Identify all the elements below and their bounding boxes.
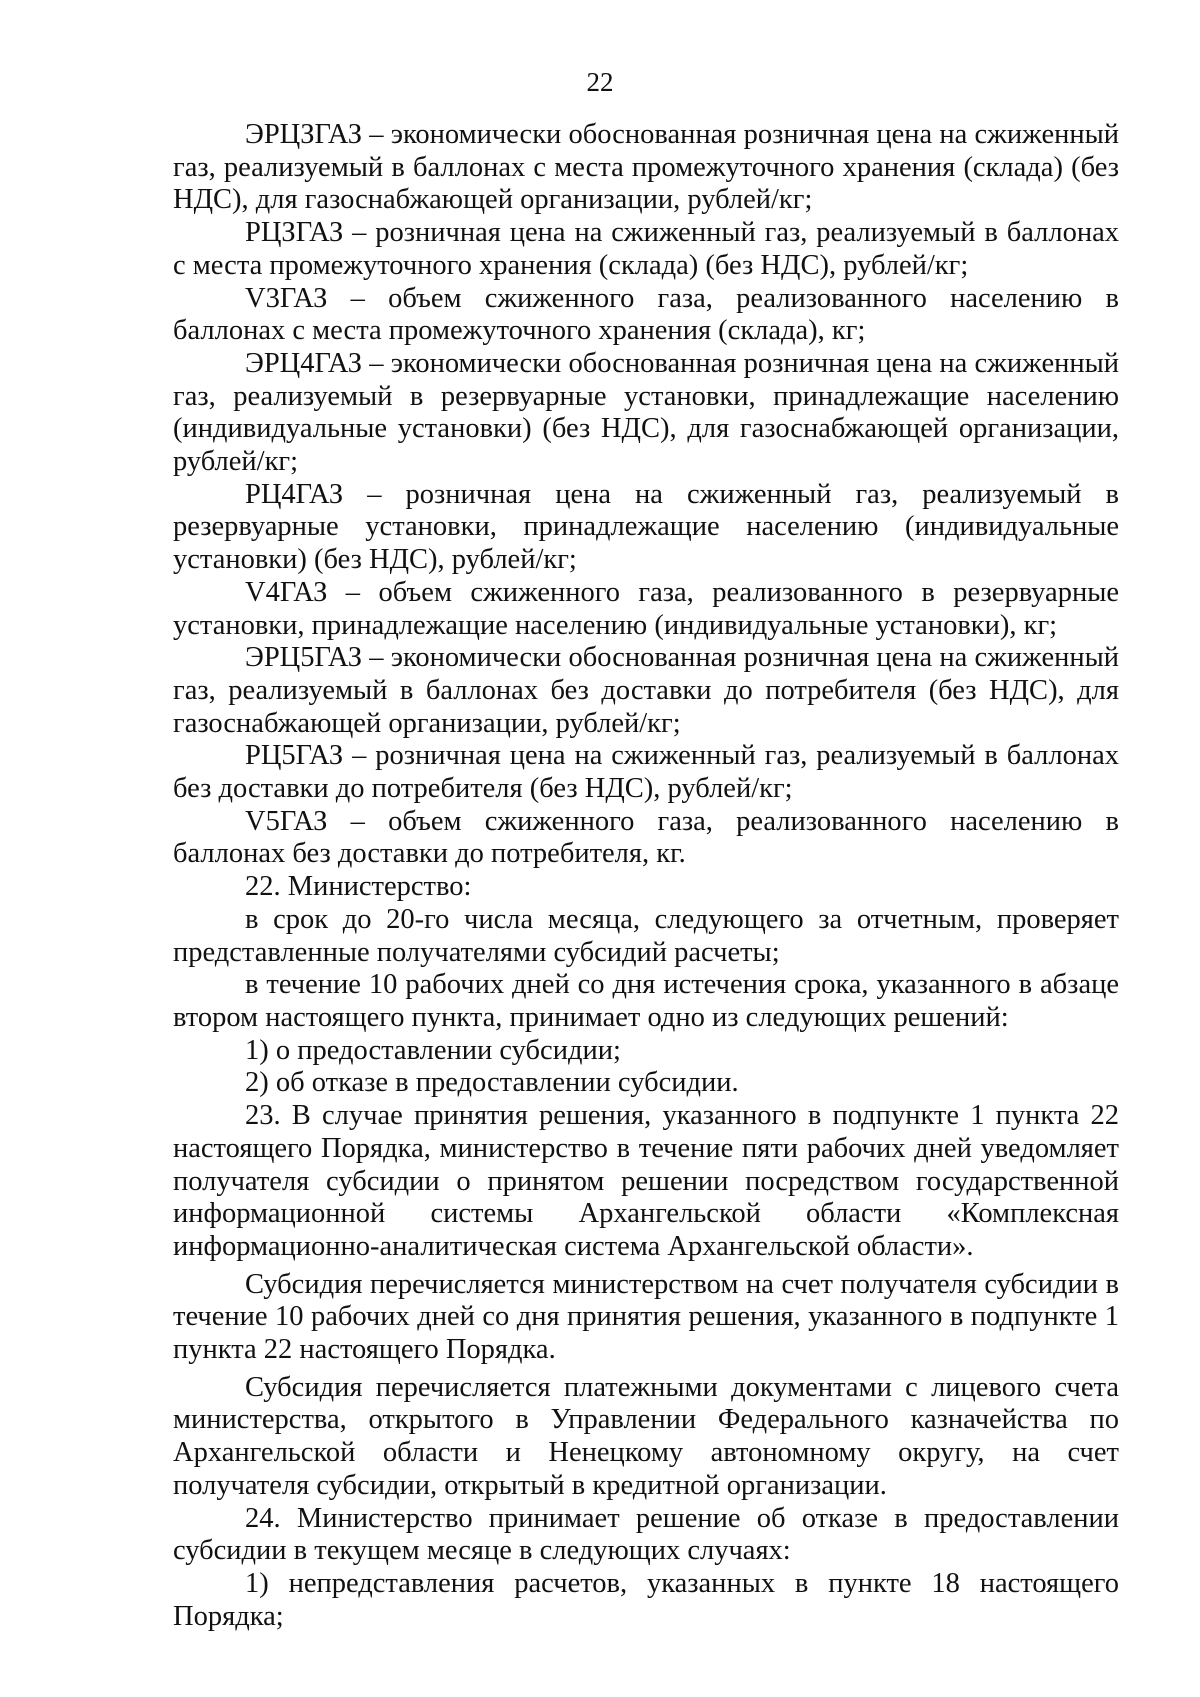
paragraph-clause-23-payment: Субсидия перечисляется платежными документами с лицевого счета министерства, открытого в Управлении Федерального казначейства по Архангельской области и Ненецкому автономному округу, на счет получателя субсидии, открытый в кредитной организации.	[173, 1371, 1119, 1501]
paragraph-clause-23-transfer: Субсидия перечисляется министерством на счет получателя субсидии в течение 10 рабочих дней со дня принятия решения, указанного в подпункте 1 пункта 22 настоящего Порядка.	[173, 1268, 1119, 1366]
paragraph-erc4gaz-definition: ЭРЦ4ГАЗ – экономически обоснованная розничная цена на сжиженный газ, реализуемый в резервуарные установки, принадлежащие населению (индивидуальные установки) (без НДС), для газоснабжающей организации, рублей/кг;	[173, 347, 1119, 478]
document-body	[173, 119, 1119, 1633]
paragraph-clause-22-option-1: 1) о предоставлении субсидии;	[245, 1034, 621, 1066]
paragraph-rc3gaz-definition: РЦЗГАЗ – розничная цена на сжиженный газ, реализуемый в баллонах с места промежуточного хранения (склада) (без НДС), рублей/кг;	[173, 217, 1119, 281]
paragraph-clause-22-option-2: 2) об отказе в предоставлении субсидии.	[245, 1067, 739, 1099]
paragraph-rc5gaz-definition: РЦ5ГАЗ – розничная цена на сжиженный газ, реализуемый в баллонах без доставки до потребителя (без НДС), рублей/кг;	[173, 740, 1119, 805]
paragraph-v4gaz-definition: V4ГАЗ – объем сжиженного газа, реализованного в резервуарные установки, принадлежащие населению (индивидуальные установки), кг;	[173, 576, 1119, 641]
paragraph-clause-23: 23. В случае принятия решения, указанного в подпункте 1 пункта 22 настоящего Порядка, министерство в течение пяти рабочих дней уведомляет получателя субсидии о принятом решении посредством государственной информационной системы Архангельской области «Комплексная информационно-аналитическая система Архангельской области».	[173, 1100, 1119, 1262]
paragraph-clause-24-item-1: 1) непредставления расчетов, указанных в пункте 18 настоящего Порядка;	[173, 1567, 1119, 1632]
paragraph-rc4gaz-definition: РЦ4ГАЗ – розничная цена на сжиженный газ, реализуемый в резервуарные установки, принадлежащие населению (индивидуальные установки) (без НДС), рублей/кг;	[173, 478, 1119, 576]
paragraph-clause-24: 24. Министерство принимает решение об отказе в предоставлении субсидии в текущем месяце в следующих случаях:	[173, 1502, 1119, 1567]
paragraph-clause-22-check: в срок до 20-го числа месяца, следующего за отчетным, проверяет представленные получателями субсидий расчеты;	[173, 903, 1119, 968]
paragraph-v5gaz-definition: V5ГАЗ – объем сжиженного газа, реализованного населению в баллонах без доставки до потребителя, кг.	[173, 805, 1119, 870]
paragraph-v3gaz-definition: V3ГАЗ – объем сжиженного газа, реализованного населению в баллонах с места промежуточного хранения (склада), кг;	[173, 282, 1119, 347]
paragraph-clause-22-decision: в течение 10 рабочих дней со дня истечения срока, указанного в абзаце втором настоящего пункта, принимает одно из следующих решений:	[173, 969, 1119, 1033]
paragraph-clause-22-heading: 22. Министерство:	[245, 871, 472, 903]
page-number: 22	[586, 67, 614, 97]
paragraph-erc3gaz-definition: ЭРЦЗГАЗ – экономически обоснованная розничная цена на сжиженный газ, реализуемый в баллонах с места промежуточного хранения (склада) (без НДС), для газоснабжающей организации, рублей/кг;	[173, 119, 1119, 216]
paragraph-erc5gaz-definition: ЭРЦ5ГАЗ – экономически обоснованная розничная цена на сжиженный газ, реализуемый в баллонах без доставки до потребителя (без НДС), для газоснабжающей организации, рублей/кг;	[173, 642, 1119, 739]
